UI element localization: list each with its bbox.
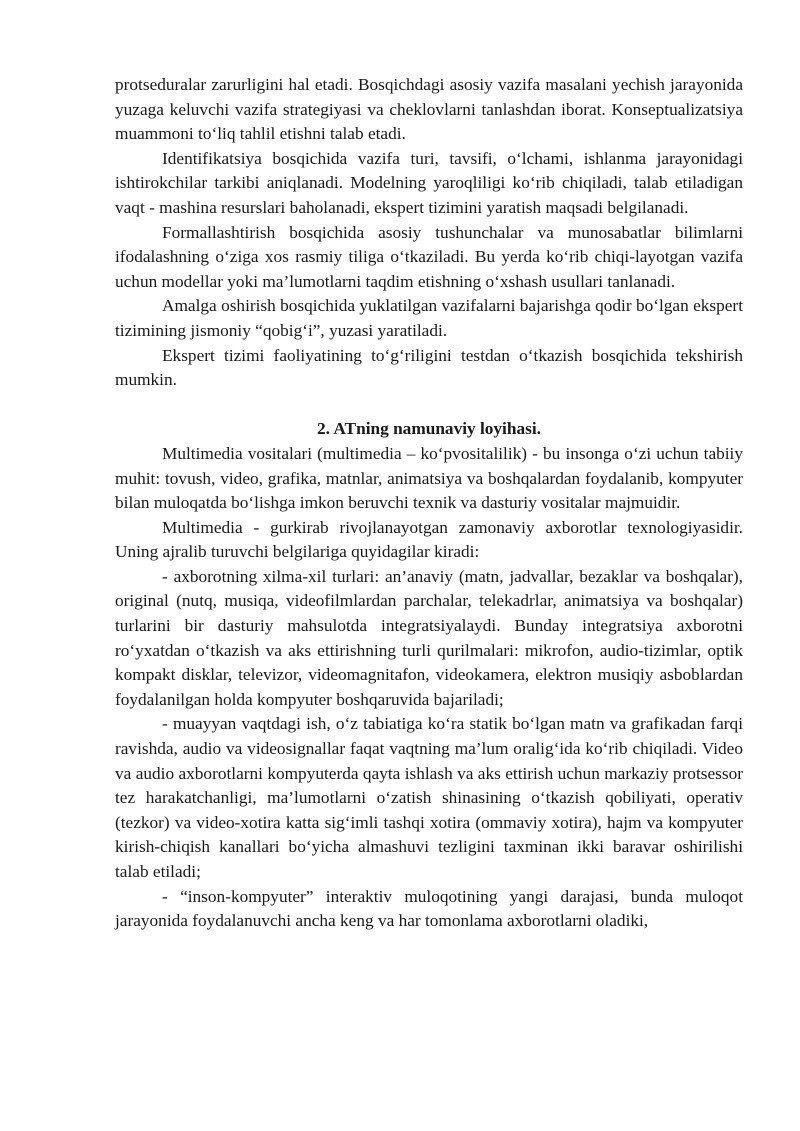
paragraph-conceptualization-end: protseduralar zarurligini hal etadi. Bosqichdagi asosiy vazifa masalani yechish jarayonida yuzaga keluvchi vazifa strategiyasi va cheklovlarni tanlashdan iborat. Konseptualizatsiya muammoni to‘liq tahlil etishni talab etadi. (115, 75, 743, 144)
paragraph-multimedia-technology: Multimedia - gurkirab rivojlanayotgan zamonaviy axborotlar texnologiyasidir. Uning ajralib turuvchi belgilariga quyidagilar kiradi: (115, 517, 743, 562)
list-item-realtime-work: - muayyan vaqtdagi ish, o‘z tabiatiga ko‘ra statik bo‘lgan matn va grafikadan farqi ravishda, audio va videosignallar faqat vaqtning ma’lum oralig‘ida ko‘rib chiqiladi. Video va audio axborotlarni kompyuterda qayta ishlash va aks ettirish uchun markaziy protsessor tez harakatchanligi, ma’lumotlarni o‘zatish shinasining o‘tkazish qobiliyati, operativ (tezkor) va video-xotira katta sig‘imli tashqi xotira (ommaviy xotira), hajm va kompyuter kirish-chiqish kanallari bo‘yicha almashuvi tezligini taxminan ikki baravar oshirilishi talab etiladi; (115, 714, 743, 881)
paragraph-testing: Ekspert tizimi faoliyatining to‘g‘riligini testdan o‘tkazish bosqichida tekshirish mumkin. (115, 345, 743, 390)
list-item-information-types: - axborotning xilma-xil turlari: an’anaviy (matn, jadvallar, bezaklar va boshqalar), original (nutq, musiqa, videofilmlardan parchalar, telekadrlar, animatsiya va boshqalar) turlarini bir dasturiy mahsulotda integratsiyalaydi. Bunday integratsiya axborotni ro‘yxatdan o‘tkazish va aks ettirishning turli qurilmalari: mikrofon, audio-tizimlar, optik kompakt disklar, televizor, videomagnitafon, videokamera, elektron musiqiy asboblardan foydalanilgan holda kompyuter boshqaruvida bajariladi; (115, 566, 743, 709)
list-item-interactive-dialogue: - “inson-kompyuter” interaktiv muloqotining yangi darajasi, bunda muloqot jarayonida foydalanuvchi ancha keng va har tomonlama axborotlarni oladiki, (115, 886, 743, 931)
section-heading: 2. ATning namunaviy loyihasi. (317, 419, 541, 439)
paragraph-formalization: Formallashtirish bosqichida asosiy tushunchalar va munosabatlar bilimlarni ifodalashning o‘ziga xos rasmiy tiliga o‘tkaziladi. Bu yerda ko‘rib chiqi-layotgan vazifa uchun modellar yoki ma’lumotlarni taqdim etishning o‘xshash usullari tanlanadi. (115, 222, 743, 291)
paragraph-identification: Identifikatsiya bosqichida vazifa turi, tavsifi, o‘lchami, ishlanma jarayonidagi ishtirokchilar tarkibi aniqlanadi. Modelning yaroqliligi ko‘rib chiqiladi, talab etiladigan vaqt - mashina resurslari baholanadi, ekspert tizimini yaratish maqsadi belgilanadi. (115, 148, 743, 217)
paragraph-multimedia-definition: Multimedia vositalari (multimedia – ko‘pvositalilik) - bu insonga o‘zi uchun tabiiy muhit: tovush, video, grafika, matnlar, animatsiya va boshqalardan foydalanib, kompyuter bilan muloqatda bo‘lishga imkon beruvchi texnik va dasturiy vositalar majmuidir. (115, 443, 743, 513)
document-page (115, 73, 743, 934)
paragraph-implementation: Amalga oshirish bosqichida yuklatilgan vazifalarni bajarishga qodir bo‘lgan ekspert tizimining jismoniy “qobig‘i”, yuzasi yaratiladi. (115, 296, 743, 340)
